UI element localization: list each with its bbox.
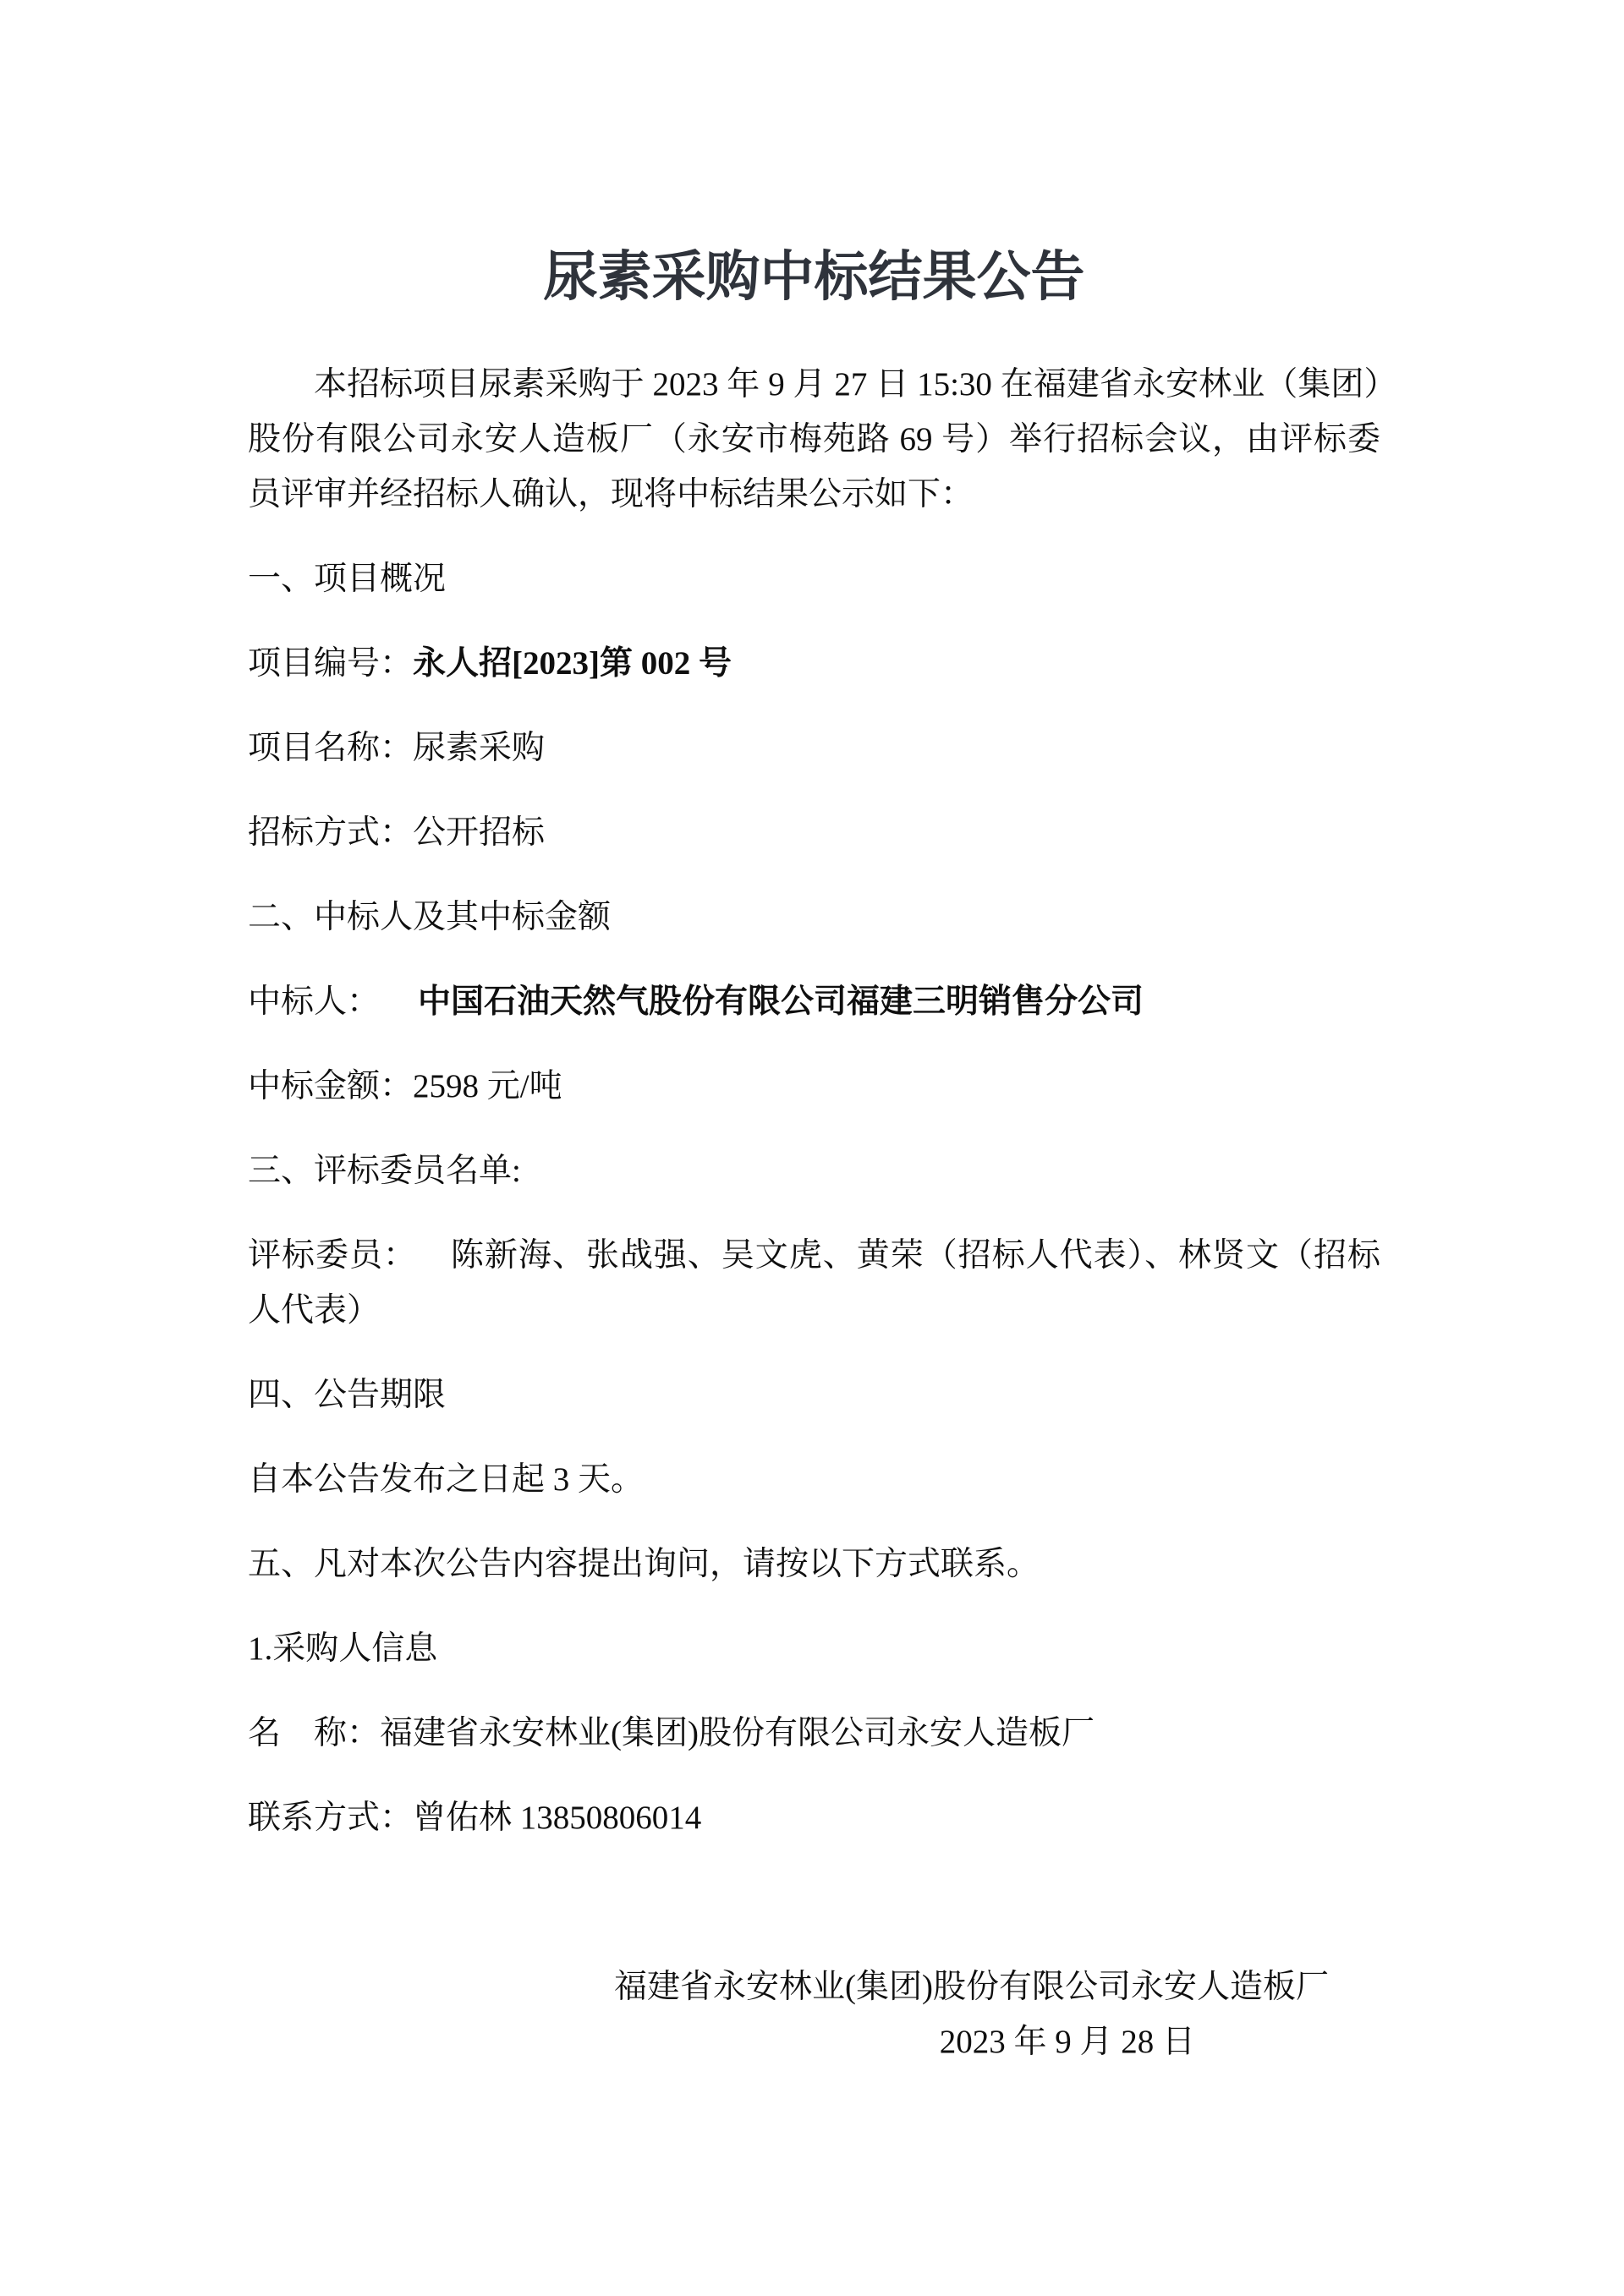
project-number-value: 永人招[2023]第 002 号 bbox=[413, 645, 732, 682]
amount-label: 中标金额： bbox=[248, 1068, 414, 1104]
section2-heading: 二、中标人及其中标金额 bbox=[248, 899, 612, 935]
committee-line bbox=[248, 1228, 1380, 1338]
project-number-label: 项目编号： bbox=[248, 645, 414, 682]
section5-heading: 五、凡对本次公告内容提出询问，请按以下方式联系。 bbox=[248, 1546, 1040, 1582]
bid-method-label: 招标方式： bbox=[248, 814, 414, 851]
intro-paragraph: 本招标项目尿素采购于 2023 年 9 月 27 日 15:30 在福建省永安林业（集团）股份有限公司永安人造板厂（永安市梅苑路 69 号）举行招标会议，由评标委员评审并经招标人确认，现将中标结果公示如下： bbox=[248, 366, 1380, 512]
page-title: 尿素采购中标结果公告 bbox=[543, 246, 1085, 307]
section4-heading: 四、公告期限 bbox=[248, 1377, 447, 1413]
signature-org: 福建省永安林业(集团)股份有限公司永安人造板厂 bbox=[614, 1969, 1329, 2005]
contact-value: 曾佑林 13850806014 bbox=[413, 1800, 702, 1836]
winner-value: 中国石油天然气股份有限公司福建三明销售分公司 bbox=[418, 984, 1144, 1020]
project-name-line bbox=[248, 721, 1380, 775]
section1-heading: 一、项目概况 bbox=[248, 561, 447, 597]
winner-line bbox=[248, 974, 1380, 1029]
project-number-line bbox=[248, 636, 1380, 691]
winner-label: 中标人： bbox=[248, 984, 381, 1020]
committee-value: 陈新海、张战强、吴文虎、黄荣（招标人代表）、林贤文（招标人代表） bbox=[248, 1237, 1380, 1329]
purchaser-name-value: 福建省永安林业(集团)股份有限公司永安人造板厂 bbox=[380, 1715, 1095, 1751]
period-line: 自本公告发布之日起 3 天。 bbox=[248, 1461, 645, 1498]
signature-date: 2023 年 9 月 28 日 bbox=[939, 2024, 1195, 2060]
bid-method-value: 公开招标 bbox=[413, 814, 546, 851]
amount-line bbox=[248, 1059, 1380, 1114]
purchaser-heading: 1.采购人信息 bbox=[248, 1630, 438, 1667]
purchaser-name-line bbox=[248, 1706, 1380, 1761]
contact-label: 联系方式： bbox=[248, 1800, 414, 1836]
project-name-value: 尿素采购 bbox=[413, 730, 546, 766]
amount-value: 2598 元/吨 bbox=[413, 1068, 562, 1104]
bid-method-line bbox=[248, 805, 1380, 860]
committee-label: 评标委员： bbox=[248, 1237, 417, 1274]
section3-heading: 三、评标委员名单: bbox=[248, 1153, 521, 1189]
contact-line bbox=[248, 1790, 1380, 1845]
purchaser-name-label: 名 称： bbox=[248, 1715, 381, 1751]
project-name-label: 项目名称： bbox=[248, 730, 414, 766]
blank-line-spacer bbox=[248, 1875, 1380, 1959]
